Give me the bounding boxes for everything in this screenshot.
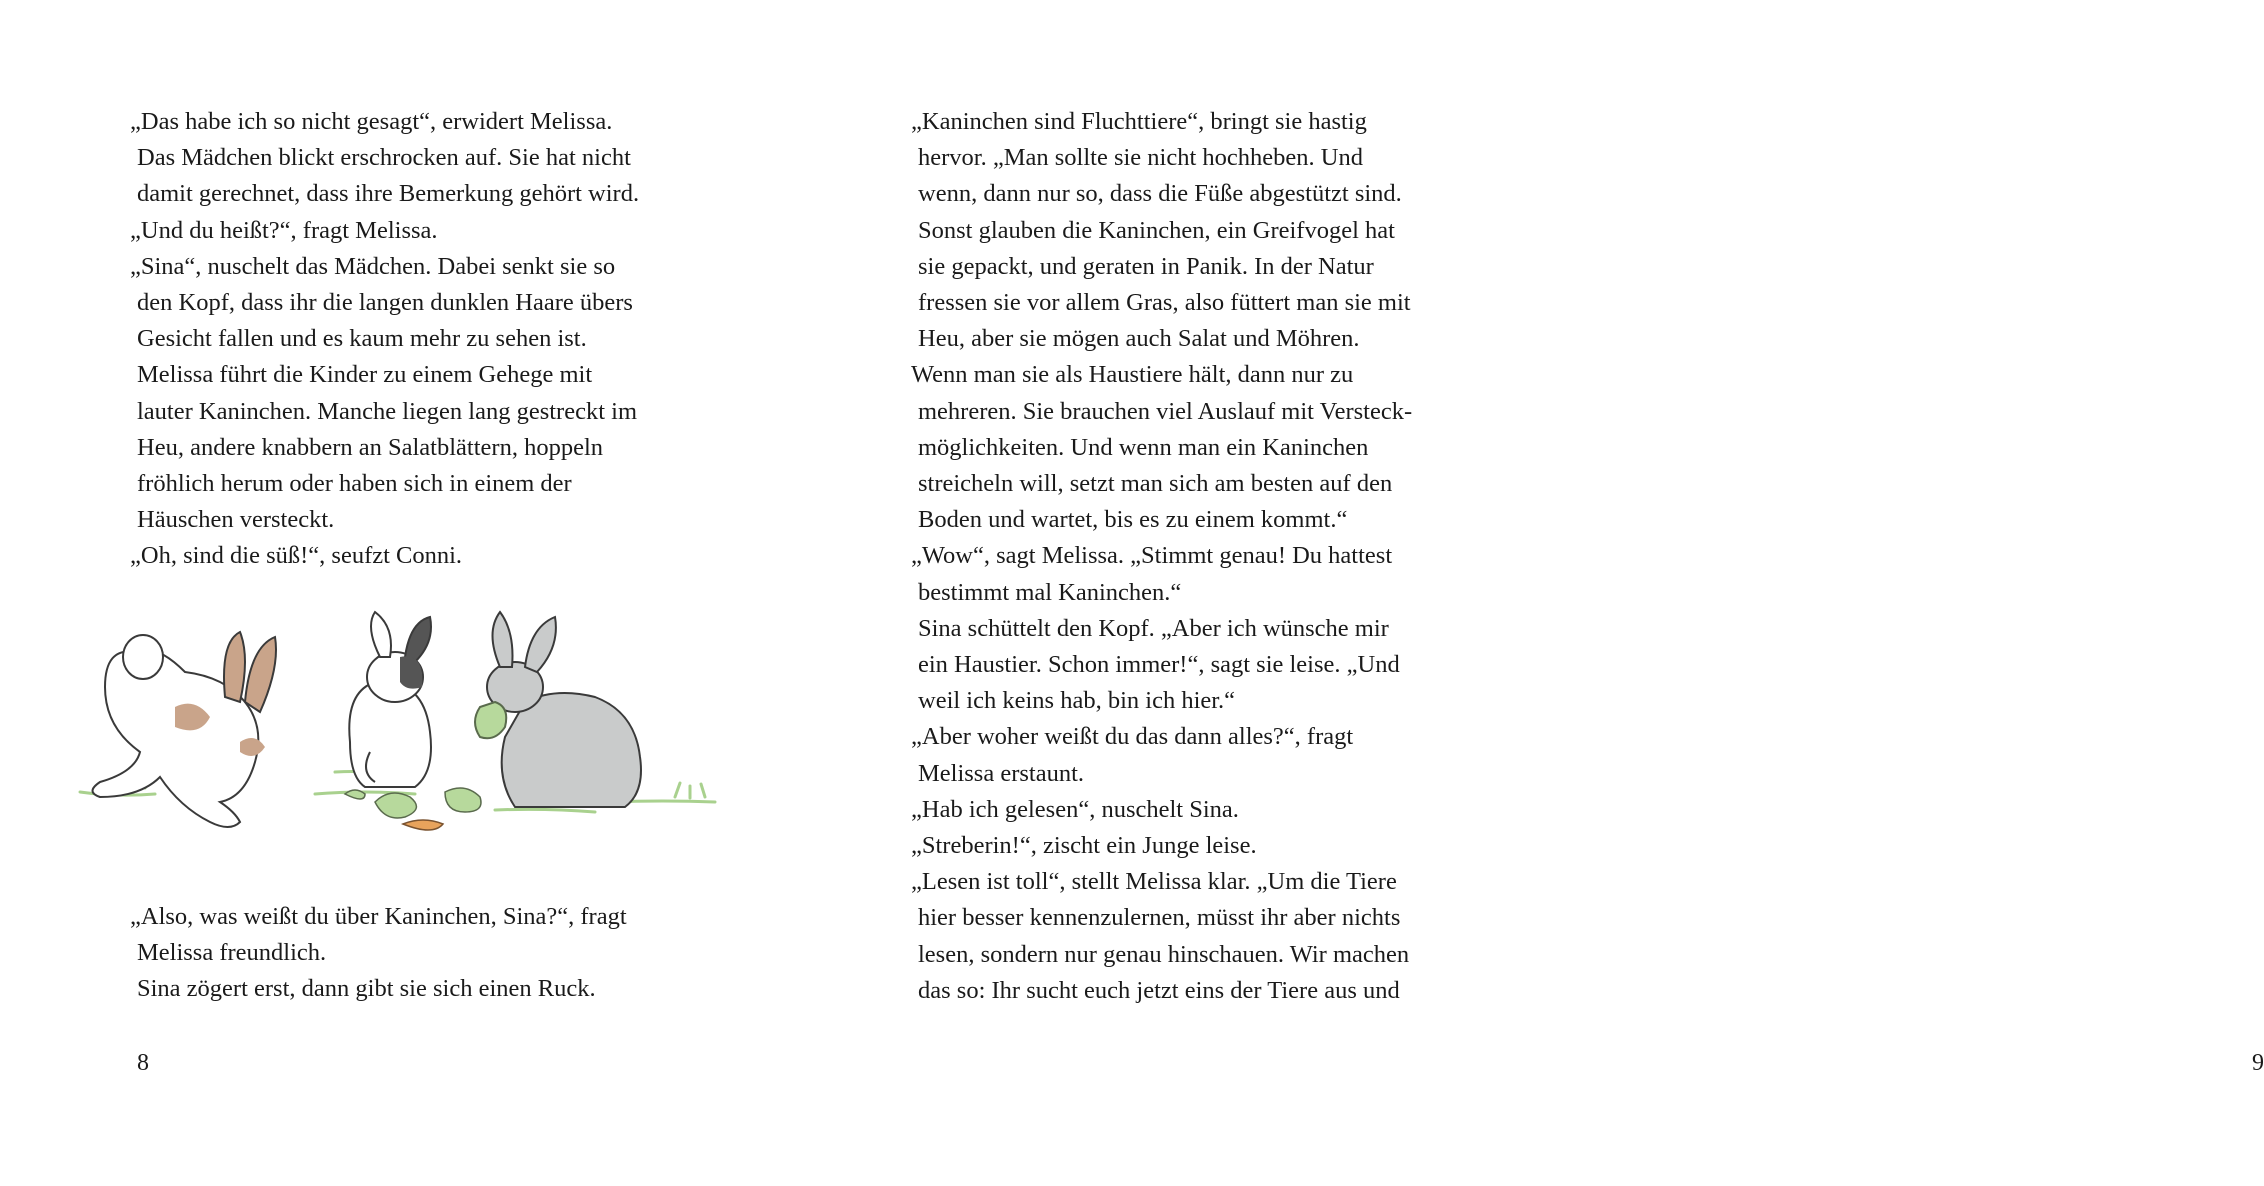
text-line: möglichkeiten. Und wenn man ein Kaninchen — [918, 433, 1369, 461]
text-line: das so: Ihr sucht euch jetzt eins der Tiere aus und — [918, 976, 1400, 1004]
text-line: den Kopf, dass ihr die langen dunklen Haare übers — [137, 289, 633, 317]
text-line: „Hab ich gelesen“, nuschelt Sina. — [911, 795, 1239, 823]
text-line: „Streberin!“, zischt ein Junge leise. — [911, 832, 1257, 860]
text-line: Sina zögert erst, dann gibt sie sich einen Ruck. — [137, 975, 596, 1003]
text-line: „Kaninchen sind Fluchttiere“, bringt sie hastig — [911, 108, 1367, 135]
rabbits-illustration — [75, 612, 730, 862]
text-line: bestimmt mal Kaninchen.“ — [918, 578, 1182, 606]
brown-spotted-rabbit — [93, 632, 277, 827]
text-line: Heu, aber sie mögen auch Salat und Möhren. — [918, 325, 1360, 353]
text-line: Heu, andere knabbern an Salatblättern, hoppeln — [137, 433, 604, 461]
text-line: „Also, was weißt du über Kaninchen, Sina?“, fragt — [130, 903, 627, 930]
text-line: Sina schüttelt den Kopf. „Aber ich wünsche mir — [918, 614, 1389, 642]
text-line: „Das habe ich so nicht gesagt“, erwidert Melissa. — [130, 108, 613, 135]
black-white-rabbit — [349, 612, 431, 787]
right-text — [911, 104, 1412, 1009]
text-line: „Und du heißt?“, fragt Melissa. — [130, 216, 438, 244]
text-line: Häuschen versteckt. — [137, 506, 335, 534]
text-line: „Aber woher weißt du das dann alles?“, fragt — [911, 723, 1354, 751]
text-line: Das Mädchen blickt erschrocken auf. Sie hat nicht — [137, 144, 631, 172]
text-line: „Lesen ist toll“, stellt Melissa klar. „Um die Tiere — [911, 868, 1397, 896]
text-line: streicheln will, setzt man sich am besten auf den — [918, 470, 1393, 498]
text-line: hier besser kennenzulernen, müsst ihr aber nichts — [918, 904, 1401, 932]
text-line: sie gepackt, und geraten in Panik. In der Natur — [918, 252, 1374, 280]
text-line: Melissa führt die Kinder zu einem Gehege mit — [137, 361, 593, 389]
page-number: 8 — [137, 1050, 149, 1076]
left-bottom-text — [130, 899, 627, 1008]
right-page — [800, 0, 2264, 1186]
text-line: „Oh, sind die süß!“, seufzt Conni. — [130, 542, 463, 570]
text-line: Melissa erstaunt. — [918, 759, 1085, 787]
text-line: fressen sie vor allem Gras, also füttert man sie mit — [918, 289, 1411, 317]
page-number: 9 — [2252, 1050, 2264, 1076]
text-line: weil ich keins hab, bin ich hier.“ — [918, 687, 1236, 715]
text-line: damit gerechnet, dass ihre Bemerkung gehört wird. — [137, 180, 640, 208]
carrot — [403, 820, 443, 830]
left-top-text — [130, 104, 639, 575]
text-line: Gesicht fallen und es kaum mehr zu sehen ist. — [137, 325, 587, 353]
text-line: wenn, dann nur so, dass die Füße abgestützt sind. — [918, 180, 1402, 208]
text-line: fröhlich herum oder haben sich in einem der — [137, 470, 572, 498]
text-line: Melissa freundlich. — [137, 939, 327, 967]
left-page — [0, 0, 800, 1186]
text-line: „Wow“, sagt Melissa. „Stimmt genau! Du hattest — [911, 542, 1393, 570]
text-line: ein Haustier. Schon immer!“, sagt sie leise. „Und — [918, 651, 1400, 679]
text-line: lauter Kaninchen. Manche liegen lang gestreckt im — [137, 397, 638, 425]
text-line: mehreren. Sie brauchen viel Auslauf mit Versteck- — [918, 397, 1413, 425]
text-line: „Sina“, nuschelt das Mädchen. Dabei senkt sie so — [130, 252, 616, 280]
text-line: Sonst glauben die Kaninchen, ein Greifvogel hat — [918, 216, 1395, 244]
gray-rabbit — [475, 612, 641, 807]
text-line: Wenn man sie als Haustiere hält, dann nur zu — [911, 361, 1354, 389]
text-line: Boden und wartet, bis es zu einem kommt.“ — [918, 506, 1348, 534]
text-line: hervor. „Man sollte sie nicht hochheben. Und — [918, 144, 1363, 172]
text-line: lesen, sondern nur genau hinschauen. Wir machen — [918, 940, 1410, 968]
